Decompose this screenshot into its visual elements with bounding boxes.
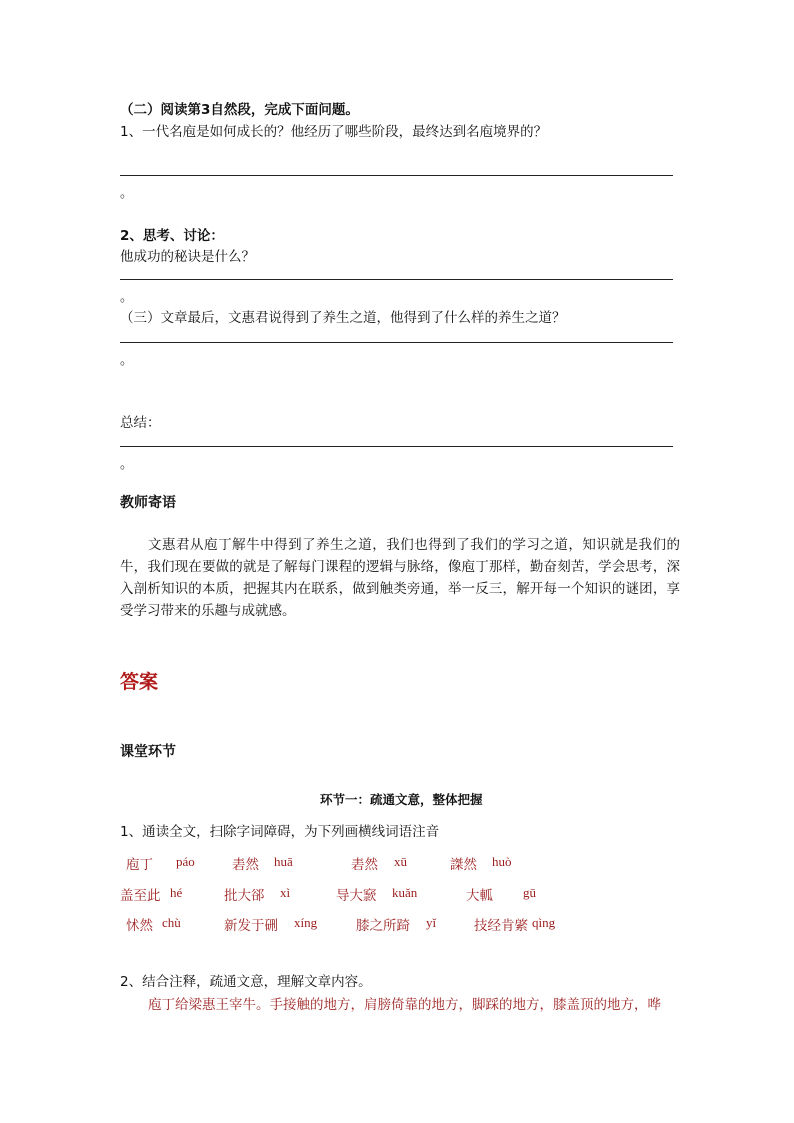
- pinyin-word: 盖至此: [120, 888, 161, 904]
- class-stage-heading: 课堂环节: [120, 744, 176, 760]
- pinyin-annotation: xíng: [294, 915, 318, 930]
- pinyin-annotation: huò: [492, 854, 512, 869]
- pinyin-annotation: gū: [523, 885, 536, 900]
- question-2: 他成功的秘诀是什么？: [120, 249, 255, 265]
- section2-heading: （二）阅读第3自然段，完成下面问题。: [120, 102, 359, 118]
- question-1: 1、一代名庖是如何成长的？他经历了哪些阶段，最终达到名庖境界的？: [120, 124, 548, 140]
- pinyin-annotation: yǐ: [426, 915, 437, 930]
- pinyin-word: 砉然: [351, 857, 378, 873]
- pinyin-word: 謋然: [450, 857, 477, 873]
- answer-end-mark-2: 。: [120, 290, 134, 305]
- pinyin-word: 大軱: [466, 888, 493, 904]
- answer-line-3[interactable]: [120, 342, 673, 343]
- answer-line-1[interactable]: [120, 175, 673, 176]
- pinyin-annotation: qìng: [532, 915, 556, 930]
- pinyin-annotation: kuǎn: [392, 885, 418, 900]
- pinyin-word: 技经肯綮: [474, 918, 528, 934]
- teacher-message-body: 文惠君从庖丁解牛中得到了养生之道，我们也得到了我们的学习之道，知识就是我们的牛，我们现在要做的就是了解每门课程的逻辑与脉络，像庖丁那样，勤奋刻苦，学会思考，深入剖析知识的本质，把握其内在联系，做到触类旁通，举一反三，解开每一个知识的谜团，享受学习带来的乐趣与成就感。: [120, 537, 680, 619]
- pinyin-word: 新发于硎: [224, 918, 278, 934]
- pinyin-word: 批大郤: [224, 888, 265, 904]
- pinyin-annotation: xū: [394, 854, 407, 869]
- item-1: 1、通读全文，扫除字词障碍，为下列画横线词语注音: [120, 824, 440, 840]
- summary-line[interactable]: [120, 446, 673, 447]
- answer-end-mark-1: 。: [120, 186, 134, 201]
- pinyin-annotation: xì: [280, 885, 291, 900]
- pinyin-word: 庖丁: [126, 857, 153, 873]
- answer-end-mark-3: 。: [120, 353, 134, 368]
- pinyin-annotation: páo: [176, 854, 195, 869]
- answer-line-2[interactable]: [120, 279, 673, 280]
- pinyin-word: 砉然: [232, 857, 259, 873]
- summary-end-mark: 。: [120, 457, 134, 472]
- pinyin-annotation: huā: [274, 854, 293, 869]
- answers-title: 答案: [120, 671, 159, 693]
- item-2: 2、结合注释，疏通文意，理解文章内容。: [120, 974, 372, 990]
- question-2-heading: 2、思考、讨论：: [120, 228, 224, 244]
- pinyin-annotation: chù: [162, 915, 181, 930]
- pinyin-word: 怵然: [126, 918, 153, 934]
- stage1-title: 环节一：疏通文意，整体把握: [320, 792, 483, 807]
- pinyin-word: 膝之所踦: [356, 918, 410, 934]
- item-2-text: 庖丁给梁惠王宰牛。手接触的地方，肩膀倚靠的地方，脚踩的地方，膝盖顶的地方，哗: [148, 997, 661, 1013]
- pinyin-annotation: hé: [170, 885, 183, 900]
- summary-label: 总结：: [120, 415, 161, 431]
- teacher-message-title: 教师寄语: [120, 495, 176, 511]
- section3-question: （三）文章最后，文惠君说得到了养生之道，他得到了什么样的养生之道？: [120, 310, 566, 326]
- pinyin-word: 导大窾: [336, 888, 377, 904]
